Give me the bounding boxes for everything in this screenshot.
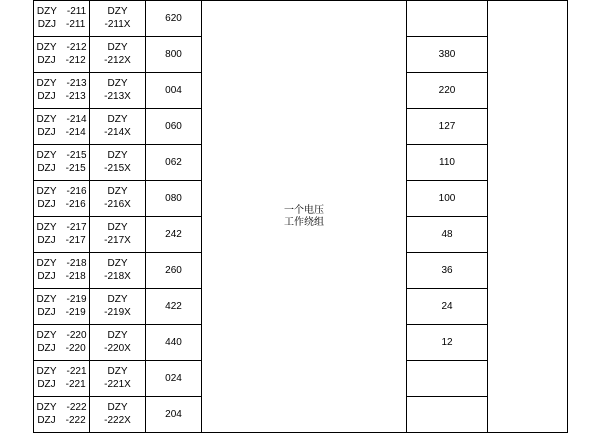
cell-model-x xyxy=(90,361,146,397)
cell-code: 260 xyxy=(146,253,202,289)
model-suffix: -215 xyxy=(66,150,87,161)
cell-value: 380 xyxy=(407,37,488,73)
model-prefix: DZY xyxy=(36,402,57,413)
cell-model-x xyxy=(90,325,146,361)
model-suffix: -218 xyxy=(65,270,86,282)
model-prefix: DZJ xyxy=(37,162,56,174)
model-suffix: -213 xyxy=(65,90,86,102)
model-suffix: -211 xyxy=(66,6,87,17)
model-suffix: -212 xyxy=(66,42,87,53)
model-prefix: DZJ xyxy=(37,306,56,318)
cell-model-x xyxy=(90,253,146,289)
model-x-bottom: -220X xyxy=(104,342,131,354)
model-suffix: -217 xyxy=(65,234,86,246)
model-x-bottom: -214X xyxy=(104,126,131,138)
cell-model-x xyxy=(90,1,146,37)
cell-model xyxy=(34,1,90,37)
table-body xyxy=(34,1,568,433)
model-x-top: DZY xyxy=(107,294,128,305)
model-prefix: DZJ xyxy=(37,234,56,246)
model-x-top: DZY xyxy=(107,258,128,269)
model-x-top: DZY xyxy=(107,186,128,197)
cell-value: 220 xyxy=(407,73,488,109)
model-prefix: DZY xyxy=(36,42,57,53)
model-x-bottom: -212X xyxy=(104,54,131,66)
cell-code: 004 xyxy=(146,73,202,109)
model-x-top: DZY xyxy=(107,402,128,413)
model-suffix: -222 xyxy=(66,402,87,413)
cell-winding-note xyxy=(202,1,407,433)
model-suffix: -221 xyxy=(66,366,87,377)
model-suffix: -213 xyxy=(66,78,87,89)
model-suffix: -219 xyxy=(66,294,87,305)
cell-code: 440 xyxy=(146,325,202,361)
model-suffix: -218 xyxy=(66,258,87,269)
cell-model-x xyxy=(90,109,146,145)
model-x-bottom: -216X xyxy=(104,198,131,210)
cell-model xyxy=(34,145,90,181)
cell-model xyxy=(34,361,90,397)
cell-model xyxy=(34,289,90,325)
model-prefix: DZJ xyxy=(37,378,56,390)
cell-value: 127 xyxy=(407,109,488,145)
model-prefix: DZY xyxy=(36,6,57,17)
model-suffix: -217 xyxy=(66,222,87,233)
cell-code: 620 xyxy=(146,1,202,37)
model-suffix: -214 xyxy=(66,114,87,125)
cell-code: 800 xyxy=(146,37,202,73)
model-prefix: DZY xyxy=(36,186,57,197)
model-prefix: DZJ xyxy=(37,270,56,282)
model-prefix: DZJ xyxy=(37,54,56,66)
model-suffix: -221 xyxy=(65,378,86,390)
model-prefix: DZJ xyxy=(37,198,56,210)
model-prefix: DZJ xyxy=(37,126,56,138)
model-prefix: DZY xyxy=(36,150,57,161)
model-x-bottom: -215X xyxy=(104,162,131,174)
cell-value: 48 xyxy=(407,217,488,253)
cell-value: 24 xyxy=(407,289,488,325)
model-x-bottom: -222X xyxy=(104,414,131,426)
cell-model xyxy=(34,181,90,217)
cell-code: 242 xyxy=(146,217,202,253)
winding-note-line2: 工作绕组 xyxy=(284,216,324,228)
model-x-top: DZY xyxy=(107,78,128,89)
cell-model xyxy=(34,325,90,361)
cell-value xyxy=(407,397,488,433)
cell-model xyxy=(34,217,90,253)
model-prefix: DZJ xyxy=(37,342,56,354)
cell-model-x xyxy=(90,217,146,253)
cell-model-x xyxy=(90,289,146,325)
model-x-bottom: -211X xyxy=(104,18,131,30)
model-x-top: DZY xyxy=(107,222,128,233)
model-suffix: -222 xyxy=(65,414,86,426)
cell-blank xyxy=(488,1,568,433)
model-x-top: DZY xyxy=(107,114,128,125)
cell-model-x xyxy=(90,397,146,433)
model-prefix: DZY xyxy=(36,330,57,341)
model-prefix: DZY xyxy=(36,114,57,125)
model-x-bottom: -221X xyxy=(104,378,131,390)
model-prefix: DZY xyxy=(36,294,57,305)
cell-value xyxy=(407,1,488,37)
model-suffix: -216 xyxy=(65,198,86,210)
model-x-bottom: -219X xyxy=(104,306,131,318)
model-prefix: DZY xyxy=(36,78,57,89)
model-prefix: DZY xyxy=(36,222,57,233)
cell-code: 204 xyxy=(146,397,202,433)
table-row xyxy=(34,1,568,37)
model-prefix: DZY xyxy=(36,366,57,377)
model-x-top: DZY xyxy=(107,150,128,161)
cell-value: 110 xyxy=(407,145,488,181)
cell-value: 12 xyxy=(407,325,488,361)
model-x-top: DZY xyxy=(107,366,128,377)
winding-note-line1: 一个电压 xyxy=(284,205,324,216)
model-suffix: -220 xyxy=(65,342,86,354)
model-suffix: -211 xyxy=(66,18,86,30)
model-prefix: DZJ xyxy=(37,414,56,426)
model-suffix: -216 xyxy=(66,186,87,197)
cell-model xyxy=(34,37,90,73)
cell-model xyxy=(34,109,90,145)
cell-code: 024 xyxy=(146,361,202,397)
model-suffix: -212 xyxy=(65,54,86,66)
cell-value: 36 xyxy=(407,253,488,289)
cell-value: 100 xyxy=(407,181,488,217)
cell-model xyxy=(34,397,90,433)
cell-code: 062 xyxy=(146,145,202,181)
model-x-top: DZY xyxy=(107,330,128,341)
model-prefix: DZJ xyxy=(37,90,56,102)
model-suffix: -214 xyxy=(65,126,86,138)
model-x-bottom: -217X xyxy=(104,234,131,246)
cell-model-x xyxy=(90,73,146,109)
cell-model-x xyxy=(90,181,146,217)
specification-table xyxy=(33,0,568,433)
cell-code: 080 xyxy=(146,181,202,217)
cell-code: 422 xyxy=(146,289,202,325)
cell-model xyxy=(34,253,90,289)
model-prefix: DZJ xyxy=(37,18,57,30)
cell-code: 060 xyxy=(146,109,202,145)
model-suffix: -220 xyxy=(66,330,87,341)
cell-value xyxy=(407,361,488,397)
model-prefix: DZY xyxy=(36,258,57,269)
model-suffix: -215 xyxy=(65,162,86,174)
model-x-bottom: -213X xyxy=(104,90,131,102)
cell-model xyxy=(34,73,90,109)
cell-model-x xyxy=(90,145,146,181)
model-x-top: DZY xyxy=(107,6,128,17)
model-suffix: -219 xyxy=(65,306,86,318)
model-x-top: DZY xyxy=(107,42,128,53)
model-x-bottom: -218X xyxy=(104,270,131,282)
cell-model-x xyxy=(90,37,146,73)
